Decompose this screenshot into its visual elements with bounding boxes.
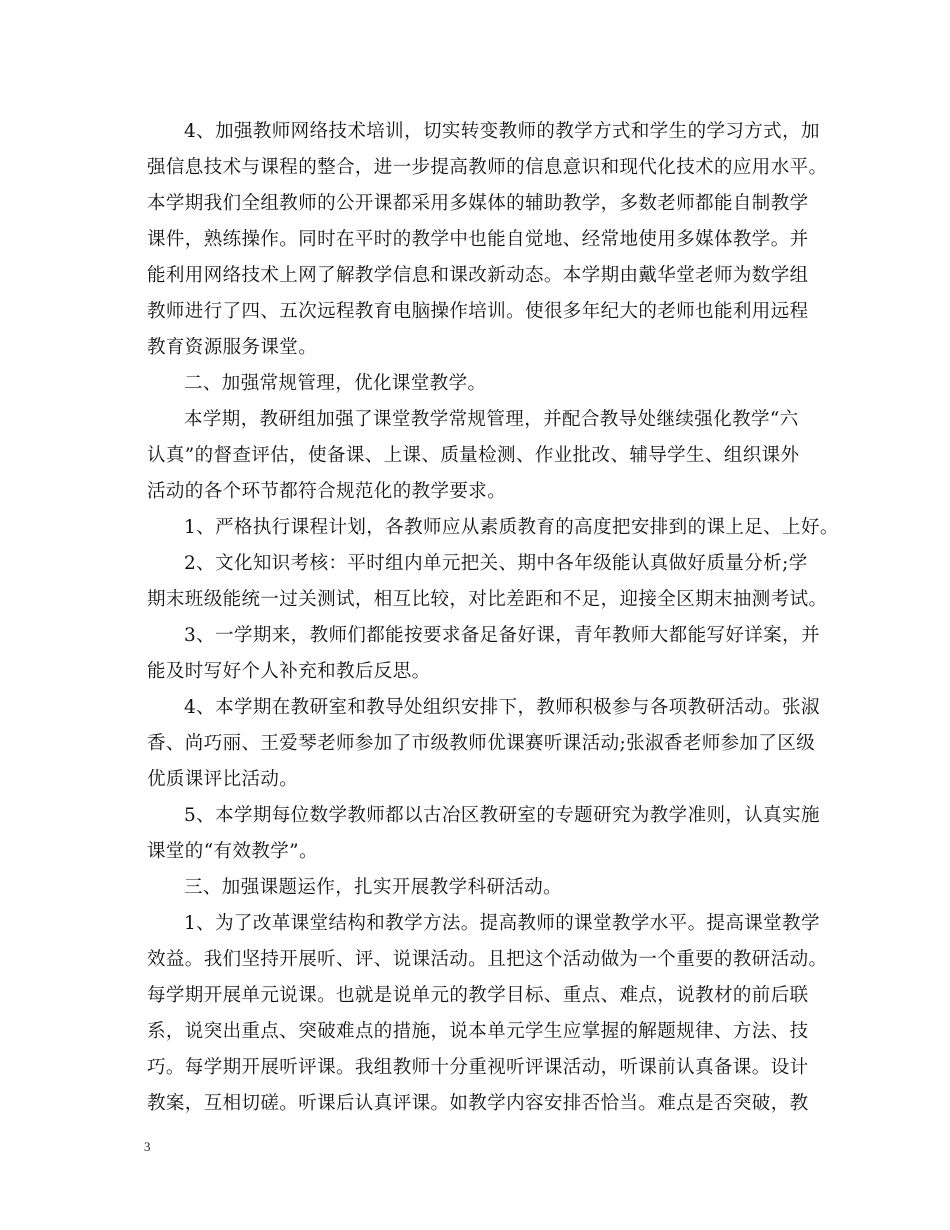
paragraph-line: 教师进行了四、五次远程教育电脑操作培训。使很多年纪大的老师也能利用远程 [147, 301, 809, 322]
section-heading: 二、加强常规管理，优化课堂教学。 [184, 373, 487, 394]
page-number: 3 [144, 1139, 151, 1154]
paragraph-line: 4、本学期在教研室和教导处组织安排下，教师积极参与各项教研活动。张淑 [184, 697, 820, 718]
paragraph-line: 1、为了改革课堂结构和教学方法。提高教师的课堂教学水平。提高课堂教学 [184, 913, 820, 934]
paragraph-line: 课堂的“有效教学”。 [147, 841, 318, 862]
paragraph-line: 能利用网络技术上网了解教学信息和课改新动态。本学期由戴华堂老师为数学组 [147, 265, 809, 286]
paragraph-line: 课件，熟练操作。同时在平时的教学中也能自觉地、经常地使用多媒体教学。并 [147, 229, 809, 250]
paragraph-line: 优质课评比活动。 [147, 769, 299, 790]
paragraph-line: 本学期，教研组加强了课堂教学常规管理，并配合教导处继续强化教学“六 [184, 409, 799, 430]
paragraph-line: 期末班级能统一过关测试，相互比较，对比差距和不足，迎接全区期末抽测考试。 [147, 589, 828, 610]
paragraph-line: 5、本学期每位数学教师都以古冶区教研室的专题研究为教学准则，认真实施 [184, 805, 820, 826]
paragraph-line: 1、严格执行课程计划，各教师应从素质教育的高度把安排到的课上足、上好。 [184, 517, 839, 538]
paragraph-line: 认真”的督查评估，使备课、上课、质量检测、作业批改、辅导学生、组织课外 [147, 445, 800, 466]
paragraph-line: 系，说突出重点、突破难点的措施，说本单元学生应掌握的解题规律、方法、技 [147, 1021, 809, 1042]
paragraph-line: 强信息技术与课程的整合，进一步提高教师的信息意识和现代化技术的应用水平。 [147, 157, 828, 178]
paragraph-line: 活动的各个环节都符合规范化的教学要求。 [147, 481, 507, 502]
paragraph-line: 能及时写好个人补充和教后反思。 [147, 661, 431, 682]
paragraph-line: 本学期我们全组教师的公开课都采用多媒体的辅助教学，多数老师都能自制教学 [147, 193, 809, 214]
paragraph-line: 香、尚巧丽、王爱琴老师参加了市级教师优课赛听课活动;张淑香老师参加了区级 [147, 733, 816, 754]
paragraph-line: 教案，互相切磋。听课后认真评课。如教学内容安排否恰当。难点是否突破，教 [147, 1093, 809, 1114]
paragraph-line: 教育资源服务课堂。 [147, 337, 318, 358]
paragraph-line: 每学期开展单元说课。也就是说单元的教学目标、重点、难点，说教材的前后联 [147, 985, 809, 1006]
paragraph-line: 3、一学期来，教师们都能按要求备足备好课，青年教师大都能写好详案，并 [184, 625, 820, 646]
section-heading: 三、加强课题运作，扎实开展教学科研活动。 [184, 877, 563, 898]
paragraph-line: 4、加强教师网络技术培训，切实转变教师的教学方式和学生的学习方式，加 [184, 121, 820, 142]
paragraph-line: 巧。每学期开展听评课。我组教师十分重视听评课活动，听课前认真备课。设计 [147, 1057, 809, 1078]
paragraph-line: 效益。我们坚持开展听、评、说课活动。且把这个活动做为一个重要的教研活动。 [147, 949, 828, 970]
paragraph-line: 2、文化知识考核：平时组内单元把关、期中各年级能认真做好质量分析;学 [184, 553, 808, 574]
